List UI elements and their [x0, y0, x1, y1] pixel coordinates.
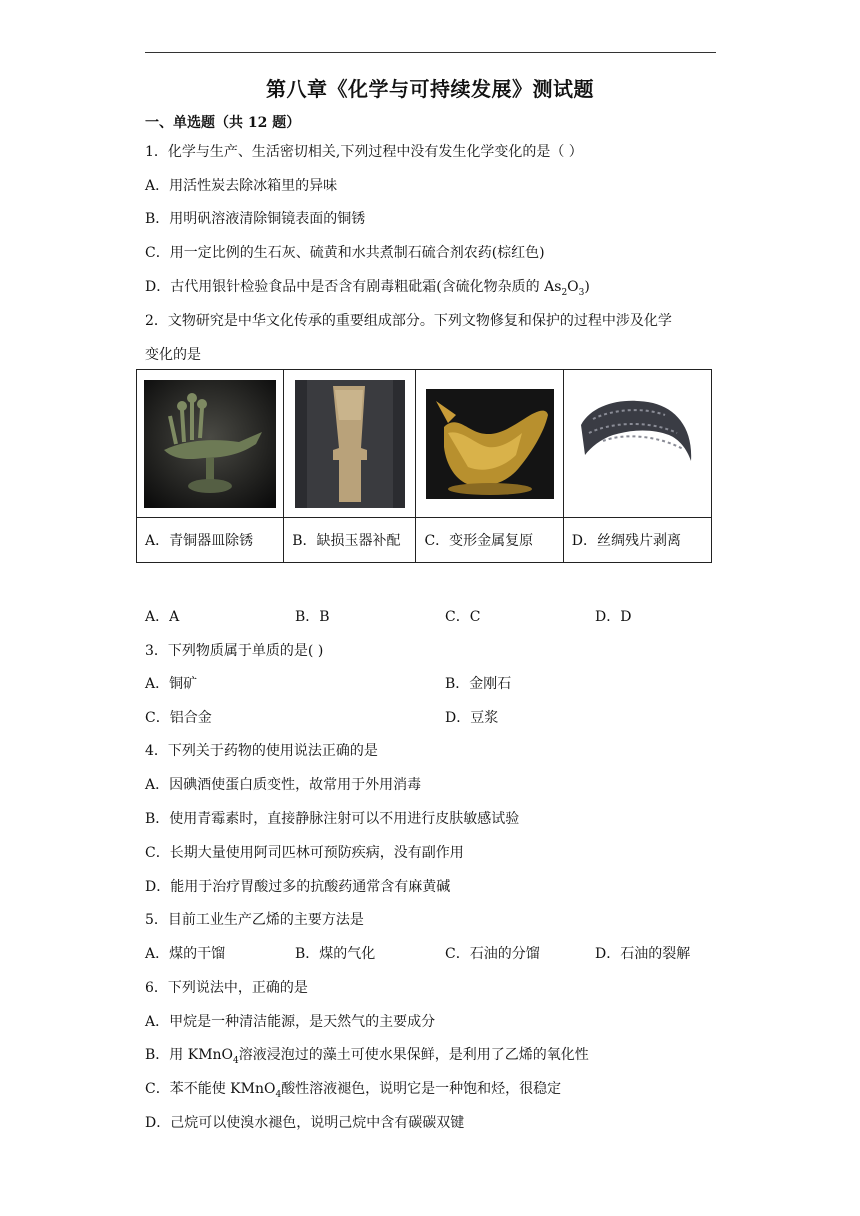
relic-caption-b: B．缺损玉器补配 [284, 518, 416, 563]
bronze-bird-image [144, 380, 276, 508]
q3-option-b[interactable]: B．金刚石 [445, 676, 512, 692]
q4-stem: 4．下列关于药物的使用说法正确的是 [145, 743, 378, 759]
jade-blade-image [295, 380, 405, 508]
q4-option-c[interactable]: C．长期大量使用阿司匹林可预防疾病，没有副作用 [145, 845, 464, 861]
q5-option-c[interactable]: C．石油的分馏 [445, 946, 540, 962]
relic-image-cell-d [563, 370, 711, 518]
q4-option-b[interactable]: B．使用青霉素时，直接静脉注射可以不用进行皮肤敏感试验 [145, 811, 520, 827]
q5-option-a[interactable]: A．煤的干馏 [145, 946, 226, 962]
relic-image-cell-b [284, 370, 416, 518]
q5-option-d[interactable]: D．石油的裂解 [595, 946, 691, 962]
relic-image-cell-a [137, 370, 284, 518]
q6-option-b[interactable]: B．用 KMnO$_4$溶液浸泡过的藻土可使水果保鲜，是利用了乙烯的氧化性 [145, 1047, 589, 1066]
q3-option-d[interactable]: D．豆浆 [445, 710, 499, 726]
q6-option-a[interactable]: A．甲烷是一种清洁能源，是天然气的主要成分 [145, 1014, 436, 1030]
page-title: 第八章《化学与可持续发展》测试题 [266, 77, 594, 101]
relic-caption-c: C．变形金属复原 [416, 518, 563, 563]
relic-caption-a: A．青铜器皿除锈 [137, 518, 284, 563]
gold-mask-image [426, 389, 554, 499]
q2-option-b[interactable]: B．B [295, 609, 330, 625]
q6-option-d[interactable]: D．己烷可以使溴水褪色，说明己烷中含有碳碳双键 [145, 1115, 465, 1131]
q4-option-a[interactable]: A．因碘酒使蛋白质变性，故常用于外用消毒 [145, 777, 422, 793]
section-heading: 一、单选题（共 12 题） [145, 115, 301, 131]
q3-stem: 3．下列物质属于单质的是( ) [145, 643, 324, 659]
q2-option-c[interactable]: C．C [445, 609, 481, 625]
relic-caption-d: D．丝绸残片剥离 [563, 518, 711, 563]
q2-stem-line2: 变化的是 [145, 347, 201, 363]
q1-option-d[interactable]: D．古代用银针检验食品中是否含有剧毒粗砒霜(含硫化物杂质的 $As_2O_3$) [145, 279, 590, 298]
q4-option-d[interactable]: D．能用于治疗胃酸过多的抗酸药通常含有麻黄碱 [145, 879, 451, 895]
q5-option-b[interactable]: B．煤的气化 [295, 946, 376, 962]
q3-option-a[interactable]: A．铜矿 [145, 676, 198, 692]
q1-option-c[interactable]: C．用一定比例的生石灰、硫黄和水共煮制石硫合剂农药(棕红色) [145, 245, 545, 261]
q2-stem-line1: 2．文物研究是中华文化传承的重要组成部分。下列文物修复和保护的过程中涉及化学 [145, 313, 672, 329]
q1-option-a[interactable]: A．用活性炭去除冰箱里的异味 [145, 178, 338, 194]
q5-stem: 5．目前工业生产乙烯的主要方法是 [145, 912, 364, 928]
q2-option-d[interactable]: D．D [595, 609, 632, 625]
q6-option-c[interactable]: C．苯不能使 KMnO$_4$酸性溶液褪色，说明它是一种饱和烃，很稳定 [145, 1081, 562, 1100]
relic-image-cell-c [416, 370, 563, 518]
q6-stem: 6．下列说法中，正确的是 [145, 980, 308, 996]
q2-option-a[interactable]: A．A [145, 609, 180, 625]
silk-fragment-image [573, 389, 701, 499]
relics-table [136, 369, 712, 563]
q1-stem: 1．化学与生产、生活密切相关,下列过程中没有发生化学变化的是（ ） [145, 144, 583, 160]
header-rule [145, 52, 716, 53]
q1-option-b[interactable]: B．用明矾溶液清除铜镜表面的铜锈 [145, 211, 366, 227]
q3-option-c[interactable]: C．铝合金 [145, 710, 212, 726]
